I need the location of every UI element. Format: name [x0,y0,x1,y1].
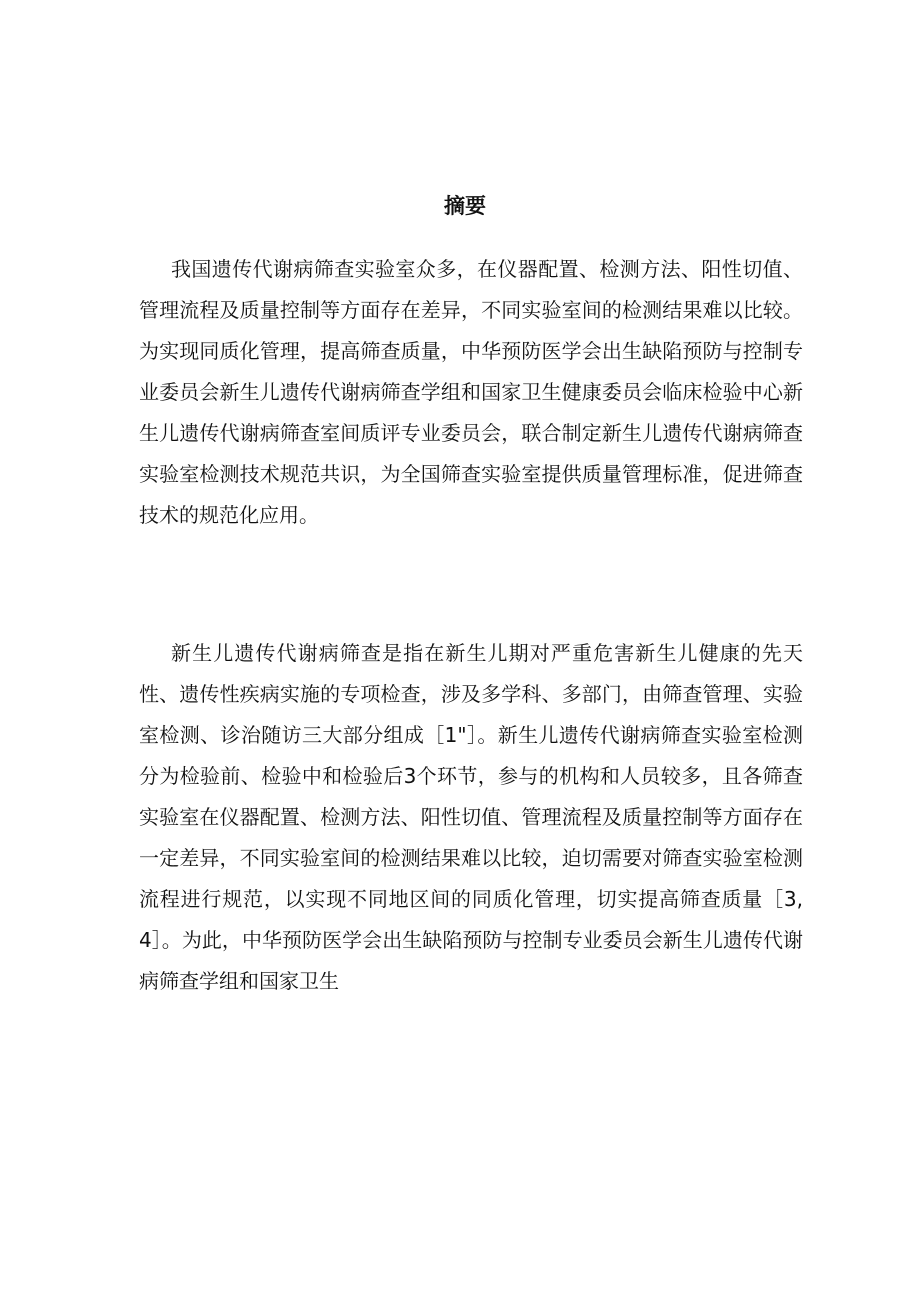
intro-paragraph: 新生儿遗传代谢病筛查是指在新生儿期对严重危害新生儿健康的先天性、遗传性疾病实施的专项检查，涉及多学科、多部门，由筛查管理、实验室检测、诊治随访三大部分组成［1"］。新生儿遗传代谢病筛查实验室检测分为检验前、检验中和检验后3个环节，参与的机构和人员较多，且各筛查实验室在仪器配置、检测方法、阳性切值、管理流程及质量控制等方面存在一定差异，不同实验室间的检测结果难以比较，迫切需要对筛查实验室检测流程进行规范，以实现不同地区间的同质化管理，切实提高筛查质量［3,4］。为此，中华预防医学会出生缺陷预防与控制专业委员会新生儿遗传代谢病筛查学组和国家卫生 [139,641,803,993]
abstract-paragraph: 我国遗传代谢病筛查实验室众多，在仪器配置、检测方法、阳性切值、管理流程及质量控制等方面存在差异，不同实验室间的检测结果难以比较。为实现同质化管理，提高筛查质量，中华预防医学会出生缺陷预防与控制专业委员会新生儿遗传代谢病筛查学组和国家卫生健康委员会临床检验中心新生儿遗传代谢病筛查室间质评专业委员会，联合制定新生儿遗传代谢病筛查实验室检测技术规范共识，为全国筛查实验室提供质量管理标准，促进筛查技术的规范化应用。 [139,257,803,527]
abstract-title: 摘要 [444,194,486,218]
